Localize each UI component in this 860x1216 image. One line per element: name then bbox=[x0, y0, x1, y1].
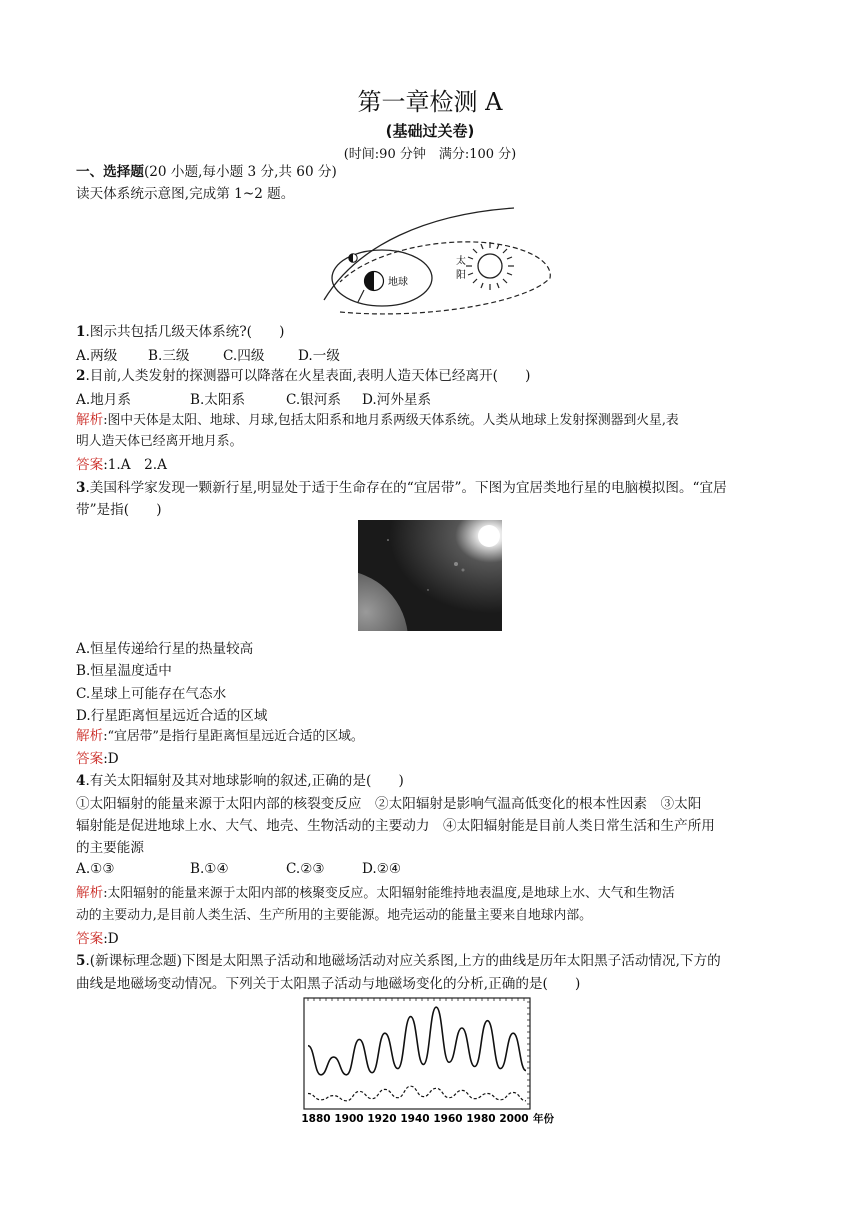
explanation-text: :太阳辐射的能量来源于太阳内部的核聚变反应。太阳辐射能维持地表温度,是地球上水、大气和生物活 bbox=[103, 886, 675, 901]
x-tick-label: 1900 bbox=[334, 1113, 364, 1125]
answer-3 bbox=[76, 749, 119, 769]
question-number: 5 bbox=[76, 953, 86, 969]
celestial-system-figure bbox=[318, 204, 554, 316]
sun-icon bbox=[466, 242, 514, 290]
answer-1-2 bbox=[76, 455, 167, 475]
q2-option-a: A.地月系 bbox=[76, 392, 131, 408]
section-note: (20 小题,每小题 3 分,共 60 分) bbox=[143, 164, 337, 180]
page-title: 第一章检测 A bbox=[357, 88, 503, 116]
question-stem: .有关太阳辐射及其对地球影响的叙述,正确的是( ) bbox=[85, 773, 404, 789]
q3-option-b: B.恒星温度适中 bbox=[76, 663, 172, 679]
habitable-planet-image bbox=[358, 520, 502, 631]
question-5-cont: 曲线是地磁场变动情况。下列关于太阳黑子活动与地磁场变化的分析,正确的是( ) bbox=[76, 976, 581, 992]
explanation-label: 解析 bbox=[76, 728, 104, 744]
sunspot-geomagnetic-chart bbox=[300, 996, 562, 1128]
question-stem: .目前,人类发射的探测器可以降落在火星表面,表明人造天体已经离开( ) bbox=[85, 368, 531, 384]
x-tick-label: 1880 bbox=[301, 1113, 331, 1125]
question-5 bbox=[76, 951, 721, 971]
explanation-label: 解析 bbox=[76, 885, 104, 901]
explanation-text: :图中天体是太阳、地球、月球,包括太阳系和地月系两级天体系统。人类从地球上发射探测器到火星,表 bbox=[103, 413, 679, 428]
answer-text: :D bbox=[103, 931, 119, 947]
question-number: 1 bbox=[76, 324, 86, 340]
sun-label-1: 太 bbox=[456, 256, 466, 267]
question-3 bbox=[76, 478, 727, 498]
q1-option-a: A.两级 bbox=[76, 348, 118, 364]
x-axis-label: 年份 bbox=[533, 1113, 554, 1125]
question-number: 2 bbox=[76, 368, 86, 384]
question-1 bbox=[76, 322, 284, 342]
question-stem: .图示共包括几级天体系统?( ) bbox=[85, 324, 285, 340]
q2-option-b: B.太阳系 bbox=[190, 392, 246, 408]
question-4 bbox=[76, 771, 404, 791]
answer-text: :D bbox=[103, 751, 119, 767]
explanation-4-cont: 动的主要动力,是目前人类生活、生产所用的主要能源。地壳运动的能量主要来自地球内部。 bbox=[76, 908, 592, 923]
sun-label-2: 阳 bbox=[456, 270, 466, 281]
explanation-4 bbox=[76, 883, 675, 904]
x-tick-label: 2000 bbox=[499, 1113, 529, 1125]
question-2 bbox=[76, 366, 530, 386]
question-number: 3 bbox=[76, 480, 86, 496]
explanation-text: :“宜居带”是指行星距离恒星远近合适的区域。 bbox=[103, 729, 364, 744]
q1-option-c: C.四级 bbox=[223, 348, 265, 364]
x-tick-label: 1980 bbox=[466, 1113, 496, 1125]
answer-label: 答案 bbox=[76, 751, 104, 767]
explanation-1-2-cont: 明人造天体已经离开地月系。 bbox=[76, 434, 243, 449]
question-stem: .美国科学家发现一颗新行星,明显处于适于生命存在的“宜居带”。下图为宜居类地行星的电脑模拟图。“宜居 bbox=[85, 480, 727, 496]
x-tick-label: 1920 bbox=[367, 1113, 397, 1125]
q4-statements-3: 的主要能源 bbox=[76, 840, 144, 856]
answer-label: 答案 bbox=[76, 931, 104, 947]
q2-option-c: C.银河系 bbox=[286, 392, 342, 408]
q3-option-d: D.行星距离恒星远近合适的区域 bbox=[76, 708, 268, 724]
answer-text: :1.A 2.A bbox=[103, 457, 167, 473]
q4-option-a: A.①③ bbox=[76, 861, 115, 877]
section-heading bbox=[76, 162, 337, 182]
q2-option-d: D.河外星系 bbox=[362, 392, 432, 408]
q4-option-d: D.②④ bbox=[362, 861, 402, 877]
q1-option-d: D.一级 bbox=[298, 348, 340, 364]
q3-option-a: A.恒星传递给行星的热量较高 bbox=[76, 641, 254, 657]
intro-1-2: 读天体系统示意图,完成第 1~2 题。 bbox=[76, 186, 295, 202]
question-stem: .(新课标理念题)下图是太阳黑子活动和地磁场活动对应关系图,上方的曲线是历年太阳黑子活动情况,下方的 bbox=[85, 953, 721, 969]
section-title: 一、选择题 bbox=[76, 164, 144, 180]
answer-4 bbox=[76, 929, 119, 949]
q1-option-b: B.三级 bbox=[148, 348, 190, 364]
explanation-1-2 bbox=[76, 410, 679, 431]
x-tick-label: 1940 bbox=[400, 1113, 430, 1125]
answer-label: 答案 bbox=[76, 457, 104, 473]
question-number: 4 bbox=[76, 773, 86, 789]
explanation-3 bbox=[76, 726, 364, 747]
q3-option-c: C.星球上可能存在气态水 bbox=[76, 686, 227, 702]
q4-option-c: C.②③ bbox=[286, 861, 325, 877]
q4-statements-2: 辐射能是促进地球上水、大气、地壳、生物活动的主要动力 ④太阳辐射能是目前人类日常生活和生产所用 bbox=[76, 818, 715, 834]
q4-statements-1: ①太阳辐射的能量来源于太阳内部的核裂变反应 ②太阳辐射是影响气温高低变化的根本性因素 ③太阳 bbox=[76, 796, 702, 812]
page-subtitle: (基础过关卷) bbox=[385, 122, 475, 140]
q4-option-b: B.①④ bbox=[190, 861, 229, 877]
question-3-cont: 带”是指( ) bbox=[76, 502, 162, 518]
explanation-label: 解析 bbox=[76, 412, 104, 428]
earth-label: 地球 bbox=[388, 277, 408, 288]
exam-info: (时间:90 分钟 满分:100 分) bbox=[343, 147, 517, 162]
x-tick-label: 1960 bbox=[433, 1113, 463, 1125]
